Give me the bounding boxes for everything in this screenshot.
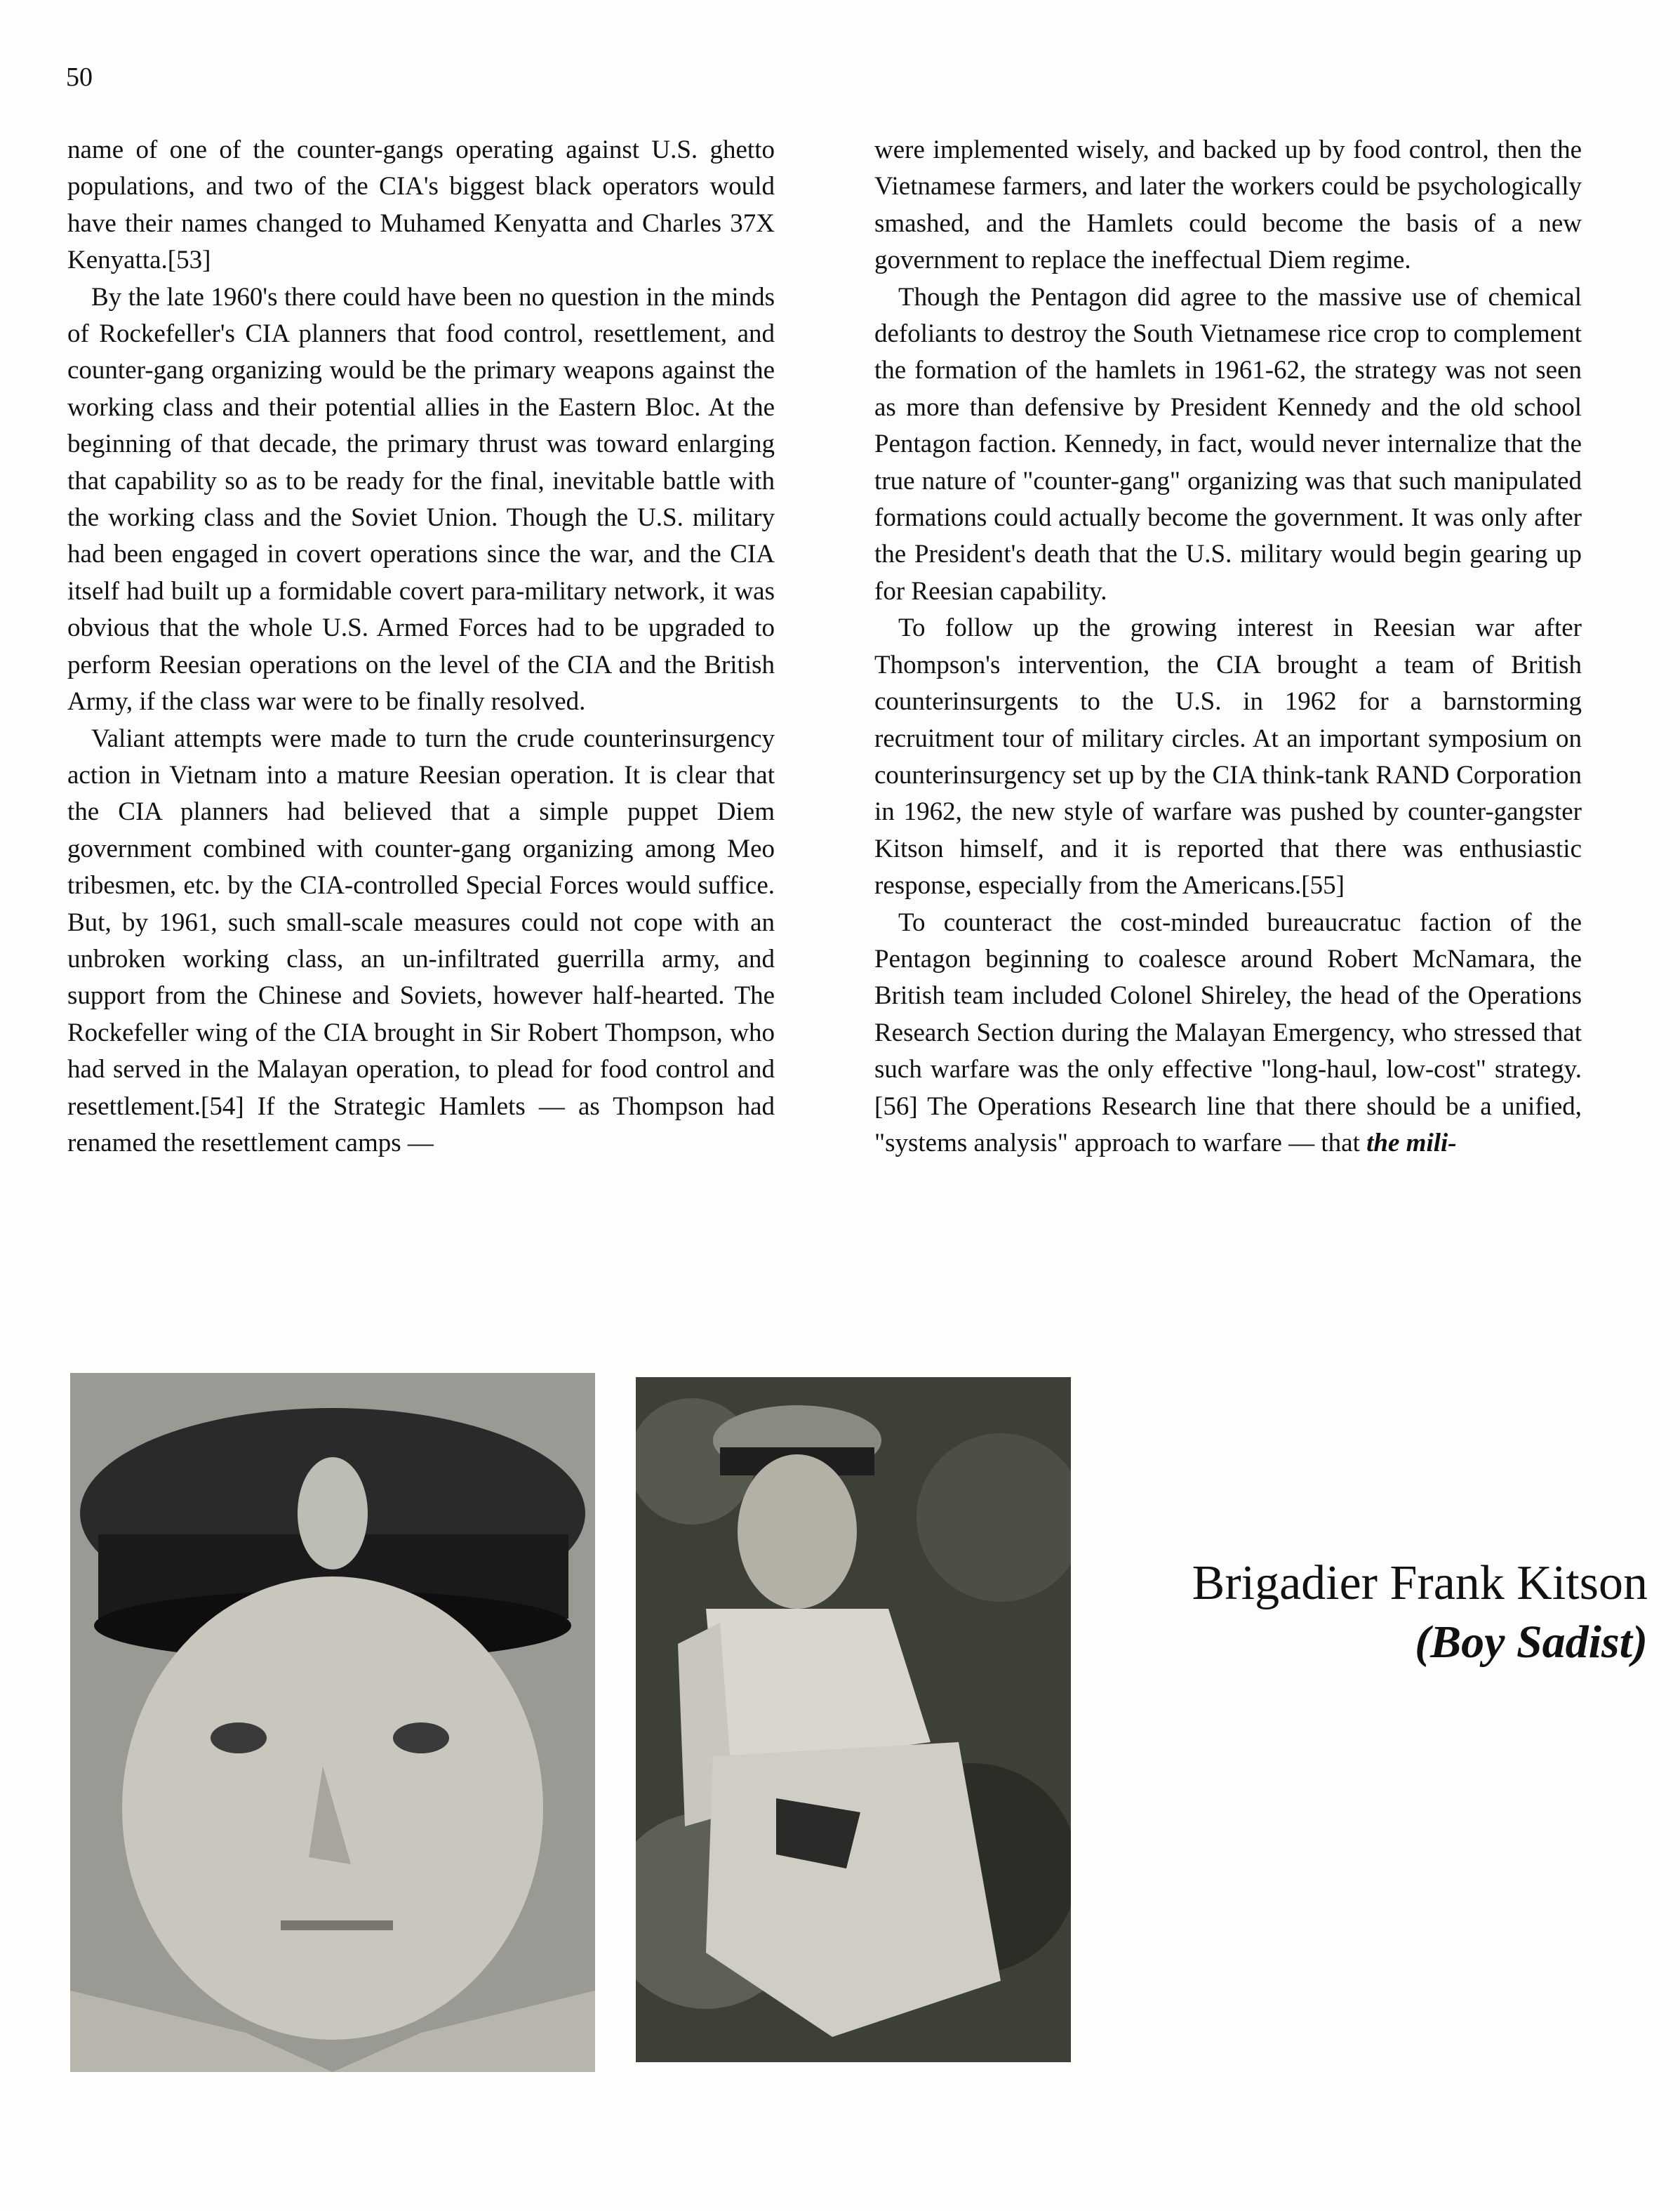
paragraph: Though the Pentagon did agree to the massive use of chemical defoliants to destroy the South Vietnamese rice crop to complement the formation of the hamlets in 1961-62, the strategy was not seen as more than defensive by President Kennedy and the old school Pentagon faction. Kennedy, in fact, would never internalize that the true nature of "counter-gang" organizing was that such manipulated formations could actually become the government. It was only after the President's death that the U.S. military would begin gearing up for Reesian capability. (874, 282, 1582, 606)
paragraph: name of one of the counter-gangs operating against U.S. ghetto populations, and two of the CIA's biggest black operators would have their names changed to Muhamed Kenyatta and Charles 37X Kenyatta.[53] (67, 135, 775, 275)
paragraph-text: To counteract the cost-minded bureaucratuc faction of the Pentagon beginning to coalesce around Robert McNamara, the British team included Colonel Shireley, the head of the Operations Research Section during the Malayan Emergency, who stressed that such warfare was the only effective "long-haul, low-cost" strategy.[56] The Operations Research line that there should be a unified, "systems analysis" approach to warfare — that (874, 908, 1582, 1157)
paragraph: were implemented wisely, and backed up by food control, then the Vietnamese farmers, and later the workers could be psychologically smashed, and the Hamlets could become the basis of a new government to replace the ineffectual Diem regime. (874, 135, 1582, 275)
caption-nickname: (Boy Sadist) (1415, 1616, 1648, 1668)
paragraph: To follow up the growing interest in Reesian war after Thompson's intervention, the CIA brought a team of British counterinsurgents to the U.S. in 1962 for a barnstorming recruitment tour of military circles. At an important symposium on counterinsurgency set up by the CIA think-tank RAND Corporation in 1962, the new style of warfare was pushed by counter-gangster Kitson himself, and it is reported that there was enthusiastic response, especially from the Americans.[55] (874, 613, 1582, 901)
italic-tail: the mili- (1366, 1128, 1457, 1157)
paragraph-last (874, 905, 1582, 1162)
page-number: 50 (66, 62, 93, 92)
caption-name: Brigadier Frank Kitson (1192, 1556, 1648, 1610)
portrait-photo-officer-cap (70, 1373, 595, 2072)
paragraph: Valiant attempts were made to turn the crude counterinsurgency action in Vietnam into a mature Reesian operation. It is clear that the CIA planners had believed that a simple puppet Diem government combined with counter-gang organizing among Meo tribesmen, etc. by the CIA-controlled Special Forces would suffice. But, by 1961, such small-scale measures could not cope with an unbroken working class, an un-infiltrated guerrilla army, and support from the Chinese and Soviets, however half-hearted. The Rockefeller wing of the CIA brought in Sir Robert Thompson, who had served in the Malayan operation, to plead for food control and resettlement.[54] If the Strategic Hamlets — as Thompson had renamed the resettlement camps — (67, 724, 775, 1157)
paragraph: By the late 1960's there could have been no question in the minds of Rockefeller's CIA planners that food control, resettlement, and counter-gang organizing would be the primary weapons against the working class and their potential allies in the Eastern Bloc. At the beginning of that decade, the primary thrust was toward enlarging that capability so as to be ready for the final, inevitable battle with the working class and the Soviet Union. Though the U.S. military had been engaged in covert operations since the war, and the CIA itself had built up a formidable covert para-military network, it was obvious that the whole U.S. Armed Forces had to be upgraded to perform Reesian operations on the level of the CIA and the British Army, if the class war were to be finally resolved. (67, 282, 775, 717)
photo-caption (1081, 1554, 1648, 1672)
right-text-column (874, 132, 1582, 1162)
left-text-column (67, 132, 775, 1162)
photo-seated-soldier-foliage (636, 1377, 1071, 2062)
